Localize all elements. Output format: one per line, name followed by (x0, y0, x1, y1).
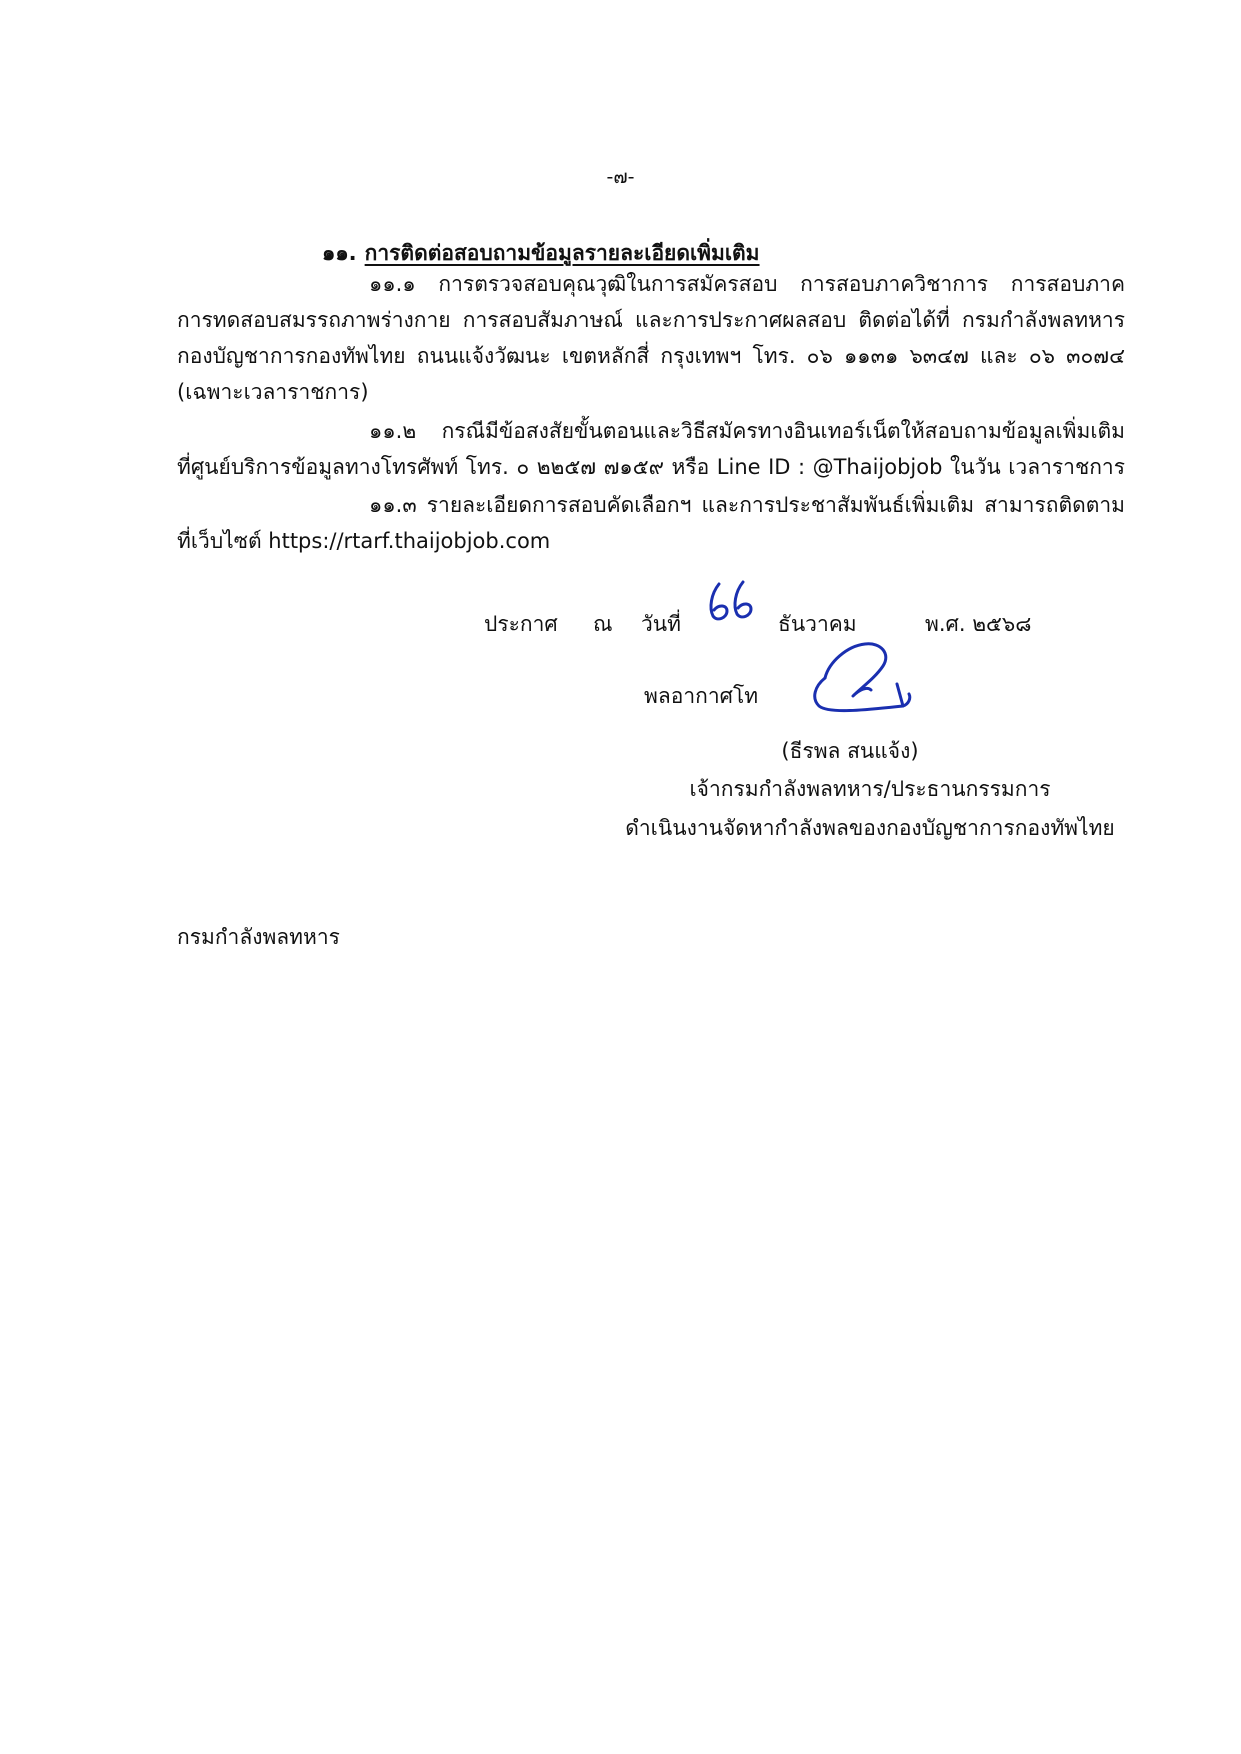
paragraph-11-1-line-1: ๑๑.๑ การตรวจสอบคุณวุฒิในการสมัครสอบ การสอบภาควิชาการ การสอบภาค (369, 272, 1125, 296)
section-title: การติดต่อสอบถามข้อมูลรายละเอียดเพิ่มเติม (364, 241, 760, 265)
footer-department: กรมกำลังพลทหาร (177, 925, 340, 949)
handwritten-day-value (705, 578, 765, 628)
paragraph-11-1-line-4: (เฉพาะเวลาราชการ) (177, 380, 369, 404)
paragraph-11-3-line-2: ที่เว็บไซต์ https://rtarf.thaijobjob.com (177, 529, 551, 553)
paragraph-11-3-line-1: ๑๑.๓ รายละเอียดการสอบคัดเลือกฯ และการประชาสัมพันธ์เพิ่มเติม สามารถติดตาม (369, 493, 1125, 517)
announcement-day-label: วันที่ (641, 612, 681, 636)
paragraph-11-1-line-3: กองบัญชาการกองทัพไทย ถนนแจ้งวัฒนะ เขตหลักสี่ กรุงเทพฯ โทร. ๐๖ ๑๑๓๑ ๖๓๔๗ และ ๐๖ ๓๐๗๔ (177, 344, 1125, 368)
section-number: ๑๑. (322, 241, 357, 265)
signatory-position-line-1: เจ้ากรมกำลังพลทหาร/ประธานกรรมการ (689, 777, 1051, 801)
paragraph-11-2-line-1: ๑๑.๒ กรณีมีข้อสงสัยขั้นตอนและวิธีสมัครทางอินเทอร์เน็ตให้สอบถามข้อมูลเพิ่มเติม (369, 419, 1125, 443)
announcement-date-row (0, 608, 1241, 648)
announcement-prefix: ประกาศ (484, 612, 558, 636)
signatory-rank: พลอากาศโท (644, 684, 759, 708)
signature-mark (795, 640, 915, 725)
paragraph-11-2-line-2: ที่ศูนย์บริการข้อมูลทางโทรศัพท์ โทร. ๐ ๒๒๕๗ ๗๑๕๙ หรือ Line ID : @Thaijobjob ในวัน เวลาราชการ (177, 455, 1125, 479)
section-heading (322, 237, 760, 270)
announcement-month: ธันวาคม (778, 612, 857, 636)
paragraph-11-1-line-2: การทดสอบสมรรถภาพร่างกาย การสอบสัมภาษณ์ และการประกาศผลสอบ ติดต่อได้ที่ กรมกำลังพลทหาร (177, 308, 1125, 332)
announcement-year: พ.ศ. ๒๕๖๘ (925, 612, 1032, 636)
page-number: -๗- (606, 166, 635, 188)
signatory-position-line-2: ดำเนินงานจัดหากำลังพลของกองบัญชาการกองทัพไทย (625, 816, 1115, 840)
announcement-at: ณ (593, 612, 613, 636)
signatory-name: (ธีรพล สนแจ้ง) (781, 739, 919, 763)
